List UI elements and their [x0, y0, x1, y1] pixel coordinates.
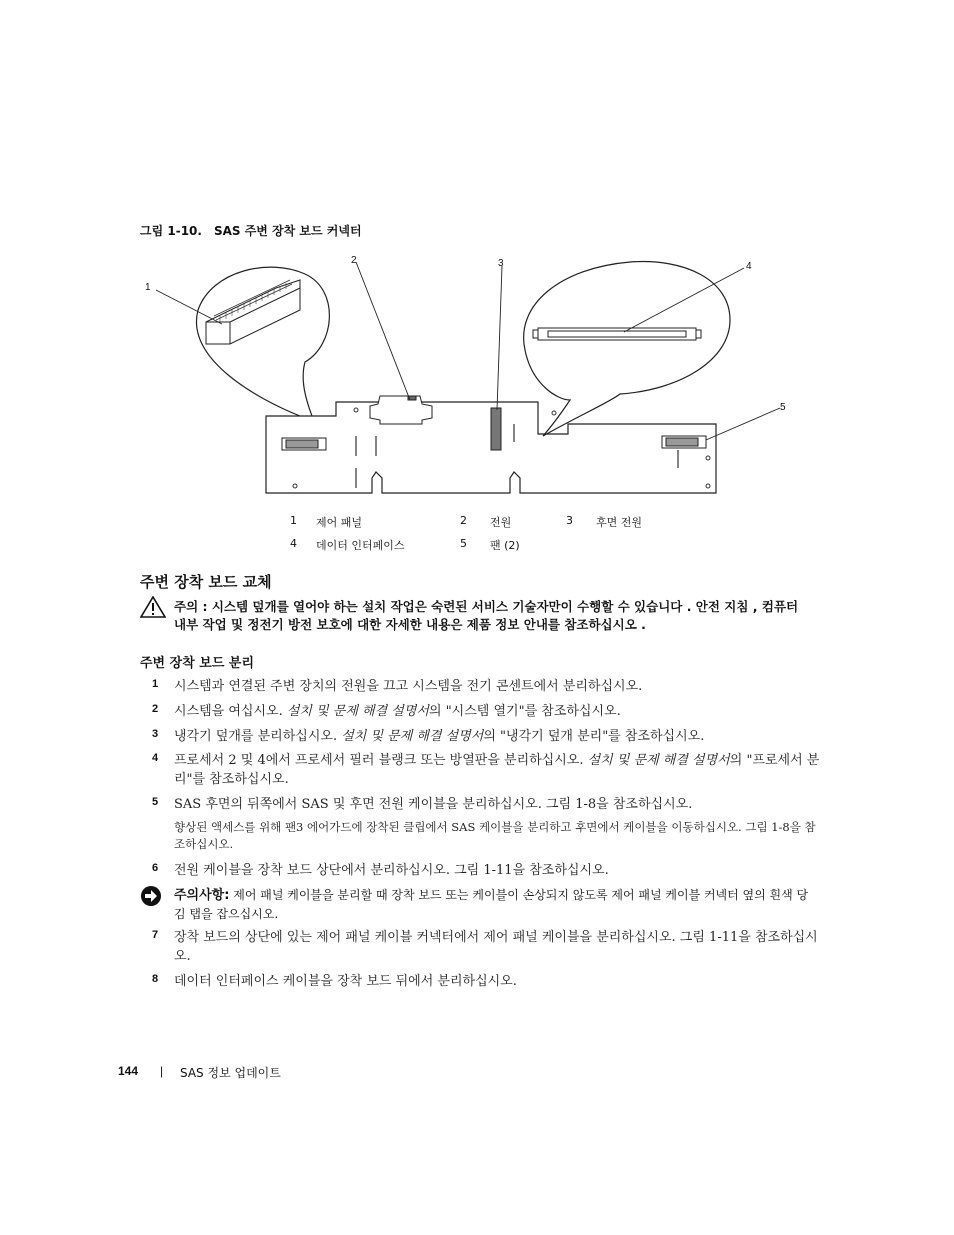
- manual-title: 설치 및 문제 해결 설명서: [286, 704, 429, 719]
- step-text-part: 프로세서 2 및 4에서 프로세서 필러 블랭크 또는 방열판을 분리하십시오.: [174, 753, 588, 768]
- magnifier-right: [524, 262, 730, 436]
- legend-text-5: 팬 (2): [490, 539, 520, 552]
- manual-title: 설치 및 문제 해결 설명서: [341, 729, 484, 744]
- step-text-part: 의 "프로세서 분리"를 참조하십시오.: [174, 753, 820, 787]
- legend-num-1: 1: [290, 514, 297, 527]
- section-title: 주변 장착 보드 교체: [140, 573, 272, 591]
- step-text: [174, 702, 820, 721]
- rear-power-connector: [491, 408, 501, 450]
- step-number: 4: [152, 752, 159, 764]
- legend-text-3: 후면 전원: [596, 516, 643, 529]
- figure-caption-title: SAS 주변 장착 보드 커넥터: [213, 224, 362, 238]
- callout-2: 2: [351, 255, 357, 266]
- figure-legend: [288, 514, 688, 554]
- board-connector-illustration: [140, 250, 820, 510]
- warning-triangle-icon: [140, 596, 166, 618]
- control-panel-connector: [206, 280, 300, 344]
- subsection-title: 주변 장착 보드 분리: [140, 656, 255, 671]
- step-text: 시스템과 연결된 주변 장치의 전원을 끄고 시스템을 전기 콘센트에서 분리하십시오.: [174, 679, 643, 694]
- caution-text: 주의 : 시스템 덮개를 열어야 하는 설치 작업은 숙련된 서비스 기술자만이 수행할 수 있습니다 . 안전 지침 , 컴퓨터 내부 작업 및 정전기 방전 보호에 대한 자세한 내용은 제품 정보 안내를 참조하십시오 .: [174, 599, 799, 632]
- callout-1: 1: [145, 282, 151, 293]
- step-number: 5: [152, 796, 159, 808]
- legend-num-2: 2: [460, 514, 467, 527]
- callout-3: 3: [498, 258, 504, 269]
- step-text-part: 의 "시스템 열기"를 참조하십시오.: [429, 704, 621, 719]
- footer-title: SAS 정보 업데이트: [180, 1066, 281, 1080]
- legend-text-4: 데이터 인터페이스: [316, 539, 405, 552]
- step-text: [174, 751, 820, 789]
- step-text: 전원 케이블을 장착 보드 상단에서 분리하십시오. 그림 1-11을 참조하십시오.: [174, 863, 609, 878]
- step-number: 8: [152, 973, 159, 985]
- figure-caption-label: 그림 1-10.: [140, 224, 202, 238]
- step-number: 7: [152, 929, 159, 941]
- step-5-note: 향상된 액세스를 위해 팬3 에어가드에 장착된 클립에서 SAS 케이블을 분리하고 후면에서 케이블을 이동하십시오. 그림 1-8을 참조하십시오.: [174, 820, 816, 851]
- step-text: SAS 후면의 뒤쪽에서 SAS 및 후면 전원 케이블을 분리하십시오. 그림 1-8을 참조하십시오.: [174, 797, 693, 812]
- step-number: 1: [152, 678, 159, 690]
- notice-arrow-icon: [140, 885, 162, 907]
- notice-body: 제어 패널 케이블을 분리할 때 장착 보드 또는 케이블이 손상되지 않도록 제어 패널 케이블 커넥터 옆의 흰색 당김 탭을 잡으십시오.: [174, 888, 809, 921]
- legend-num-4: 4: [290, 537, 297, 550]
- callout-4: 4: [746, 261, 752, 272]
- notice-label: 주의사항:: [174, 888, 230, 903]
- legend-text-2: 전원: [490, 516, 512, 529]
- power-connector: [370, 396, 432, 424]
- step-number: 6: [152, 862, 159, 874]
- legend-num-3: 3: [566, 514, 573, 527]
- step-text: 장착 보드의 상단에 있는 제어 패널 케이블 커넥터에서 제어 패널 케이블을 분리하십시오. 그림 1-11을 참조하십시오.: [174, 930, 818, 964]
- figure-caption: [140, 222, 362, 239]
- legend-text-1: 제어 패널: [316, 516, 363, 529]
- step-number: 2: [152, 703, 159, 715]
- step-text: [174, 727, 820, 746]
- data-interface-connector: [533, 328, 701, 340]
- notice-text: [174, 886, 814, 923]
- footer-separator: |: [160, 1064, 164, 1078]
- step-text-part: 냉각기 덮개를 분리하십시오.: [174, 729, 342, 744]
- step-text: 데이터 인터페이스 케이블을 장착 보드 뒤에서 분리하십시오.: [174, 974, 517, 989]
- page-number: 144: [118, 1064, 139, 1078]
- manual-title: 설치 및 문제 해결 설명서: [587, 753, 730, 768]
- step-text-part: 의 "냉각기 덮개 분리"를 참조하십시오.: [483, 729, 705, 744]
- callout-5: 5: [780, 402, 786, 413]
- legend-num-5: 5: [460, 537, 467, 550]
- step-text-part: 시스템을 여십시오.: [174, 704, 287, 719]
- step-number: 3: [152, 728, 159, 740]
